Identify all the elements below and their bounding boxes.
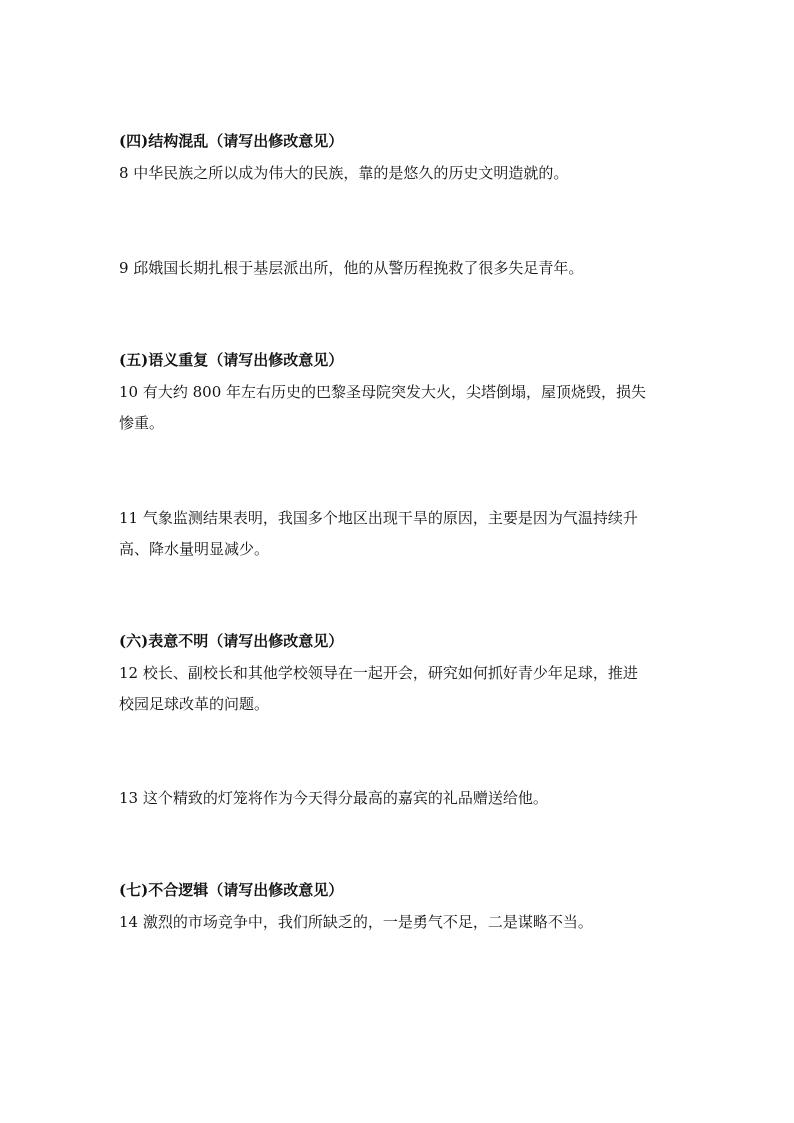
section-heading-6: (六)表意不明（请写出修改意见） [119, 632, 344, 650]
question-12-line-2: 校园足球改革的问题。 [119, 695, 270, 713]
question-13: 13 这个精致的灯笼将作为今天得分最高的嘉宾的礼品赠送给他。 [119, 789, 548, 807]
section-heading-7: (七)不合逻辑（请写出修改意见） [119, 881, 344, 899]
question-8: 8 中华民族之所以成为伟大的民族，靠的是悠久的历史文明造就的。 [119, 164, 569, 182]
section-heading-4: (四)结构混乱（请写出修改意见） [119, 132, 344, 150]
question-9: 9 邱娥国长期扎根于基层派出所，他的从警历程挽救了很多失足青年。 [119, 259, 584, 277]
question-12-line-1: 12 校长、副校长和其他学校领导在一起开会，研究如何抓好青少年足球，推进 [119, 664, 638, 682]
question-11-line-1: 11 气象监测结果表明，我国多个地区出现干旱的原因，主要是因为气温持续升 [119, 509, 638, 527]
section-heading-5: (五)语义重复（请写出修改意见） [119, 351, 344, 369]
question-10-line-2: 惨重。 [119, 414, 165, 432]
question-10-line-1: 10 有大约 800 年左右历史的巴黎圣母院突发大火，尖塔倒塌，屋顶烧毁，损失 [119, 383, 647, 401]
question-11-line-2: 高、降水量明显减少。 [119, 540, 270, 558]
question-14: 14 激烈的市场竞争中，我们所缺乏的，一是勇气不足，二是谋略不当。 [119, 913, 593, 931]
